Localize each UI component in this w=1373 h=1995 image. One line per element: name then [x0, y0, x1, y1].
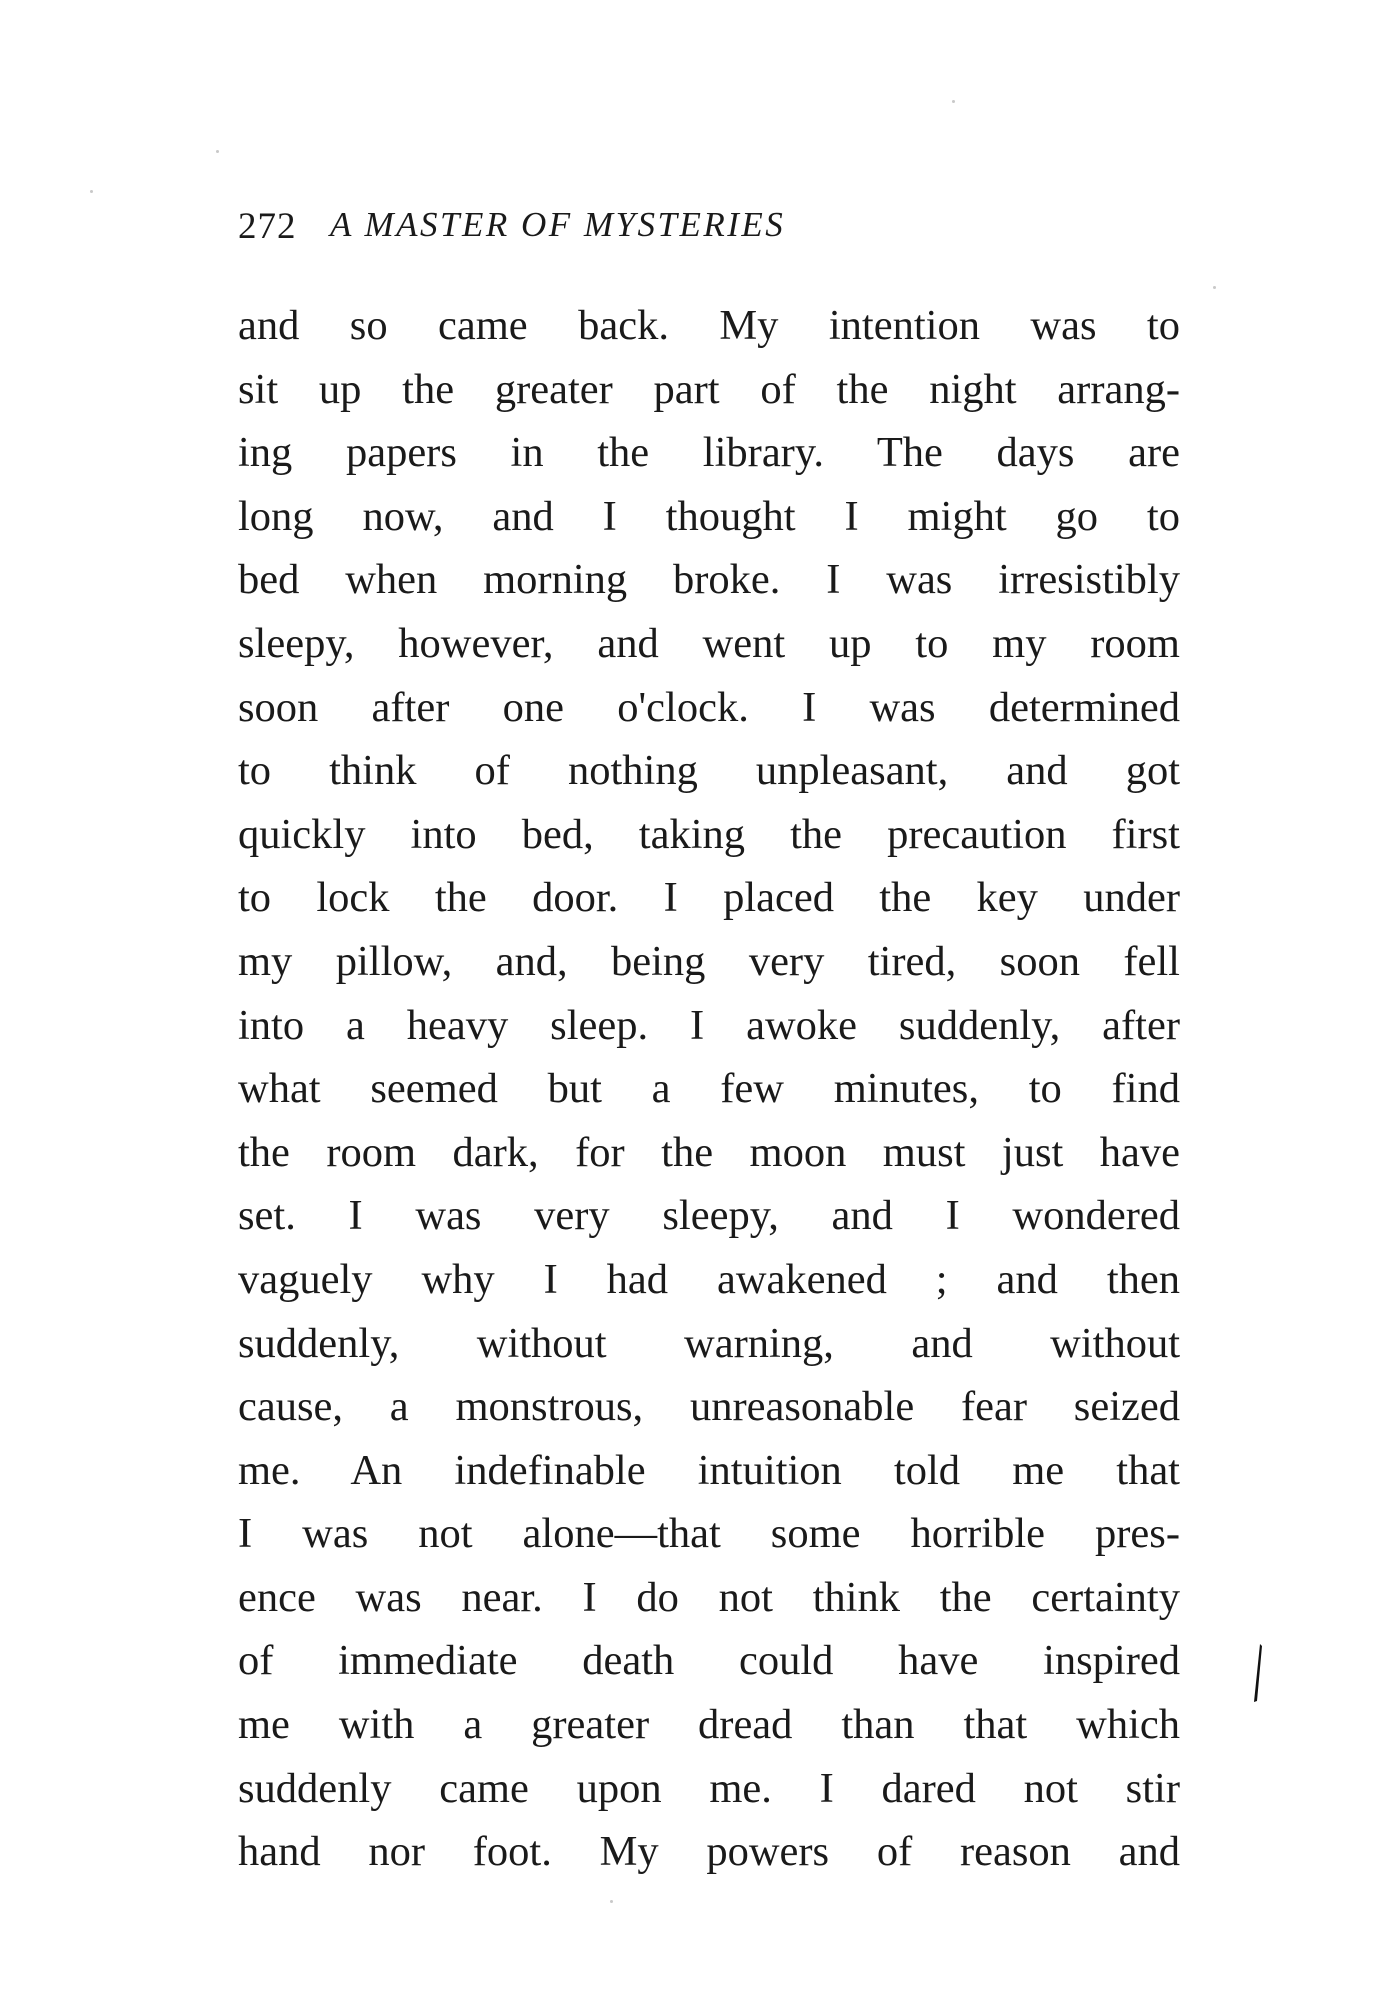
text-line: into a heavy sleep. I awoke suddenly, after	[238, 1001, 1180, 1049]
margin-pencil-mark	[1252, 1643, 1264, 1703]
text-line: and so came back. My intention was to	[238, 302, 1180, 349]
text-line: of immediate death could have inspired	[238, 1637, 1180, 1685]
text-line: I was not alone—that some horrible pres-	[238, 1510, 1180, 1558]
text-line: set. I was very sleepy, and I wondered	[238, 1192, 1180, 1240]
text-line: sleepy, however, and went up to my room	[238, 619, 1180, 667]
running-title: A MASTER OF MYSTERIES	[330, 205, 786, 244]
text-line: cause, a monstrous, unreasonable fear seized	[238, 1383, 1180, 1431]
paper-speck	[952, 100, 955, 103]
paper-speck	[610, 1900, 613, 1903]
text-line: quickly into bed, taking the precaution first	[238, 810, 1180, 858]
paper-speck	[216, 150, 219, 153]
text-line: me. An indefinable intuition told me that	[238, 1446, 1180, 1494]
text-line: ence was near. I do not think the certainty	[238, 1573, 1180, 1621]
text-line: my pillow, and, being very tired, soon fell	[238, 937, 1180, 985]
text-line: long now, and I thought I might go to	[238, 492, 1180, 540]
text-line: sit up the greater part of the night arrang-	[238, 365, 1180, 413]
page-number: 272	[238, 206, 297, 247]
text-line: vaguely why I had awakened ; and then	[238, 1255, 1180, 1303]
text-line: ing papers in the library. The days are	[238, 429, 1180, 477]
text-line: me with a greater dread than that which	[238, 1701, 1180, 1749]
text-line: suddenly, without warning, and without	[238, 1319, 1180, 1367]
paper-speck	[90, 190, 93, 193]
text-line: the room dark, for the moon must just have	[238, 1128, 1180, 1176]
text-line: to lock the door. I placed the key under	[238, 874, 1180, 922]
text-line: hand nor foot. My powers of reason and	[238, 1828, 1180, 1876]
body-text	[238, 294, 1180, 1884]
text-line: suddenly came upon me. I dared not stir	[238, 1764, 1180, 1812]
text-line: soon after one o'clock. I was determined	[238, 683, 1180, 731]
text-line: to think of nothing unpleasant, and got	[238, 747, 1180, 795]
paper-speck	[1213, 286, 1216, 289]
text-line: bed when morning broke. I was irresistibly	[238, 556, 1180, 604]
text-line: what seemed but a few minutes, to find	[238, 1065, 1180, 1113]
running-head	[238, 205, 998, 255]
